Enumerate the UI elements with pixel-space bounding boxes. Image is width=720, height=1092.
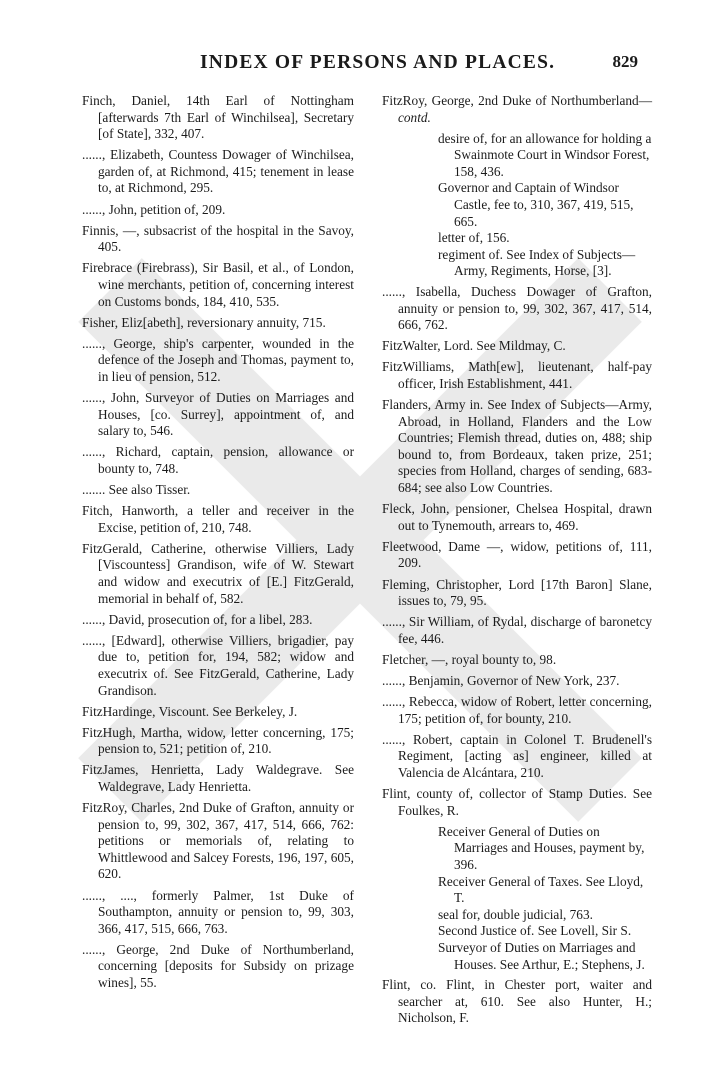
index-subentry: Receiver General of Duties on Marriages and Houses, payment by, 396. bbox=[438, 823, 645, 872]
right-column bbox=[382, 93, 652, 1031]
index-entry: FitzWilliams, Math[ew], lieutenant, half-pay officer, Irish Establishment, 441. bbox=[382, 359, 652, 391]
index-entry: ......, Elizabeth, Countess Dowager of Winchilsea, garden of, at Richmond, 415; tenement in lease to, at Richmond, 295. bbox=[82, 147, 354, 196]
index-entry: Fleck, John, pensioner, Chelsea Hospital, drawn out to Tynemouth, arrears to, 469. bbox=[382, 501, 652, 533]
index-entry: Finch, Daniel, 14th Earl of Nottingham [afterwards 7th Earl of Winchilsea], Secretary [of State], 332, 407. bbox=[82, 93, 354, 142]
index-entry: Fleming, Christopher, Lord [17th Baron] Slane, issues to, 79, 95. bbox=[382, 576, 652, 609]
index-entry: Fleetwood, Dame —, widow, petitions of, 111, 209. bbox=[382, 538, 652, 571]
index-entry: Flanders, Army in. See Index of Subjects—Army, Abroad, in Holland, Flanders and the Low Countries; Flemish thread, duties on, 488; ship bound to, from Bordeaux, taken prize, 251; species from Holland, charges of sending, 683-684; see also Low Countries. bbox=[382, 397, 652, 496]
index-entry: ......, John, Surveyor of Duties on Marriages and Houses, [co. Surrey], appointment of, and salary to, 546. bbox=[82, 390, 354, 439]
left-column bbox=[82, 93, 354, 996]
index-group-fitzroy-george bbox=[382, 93, 652, 280]
index-subentry: Surveyor of Duties on Marriages and Houses. See Arthur, E.; Stephens, J. bbox=[438, 939, 645, 972]
index-entry: Fisher, Eliz[abeth], reversionary annuity, 715. bbox=[82, 314, 326, 330]
page-number: 829 bbox=[612, 52, 638, 71]
index-entry: ......, Isabella, Duchess Dowager of Grafton, annuity or pension to, 99, 302, 367, 417, 514, 666, 762. bbox=[382, 284, 652, 333]
index-subentry: Governor and Captain of Windsor Castle, fee to, 310, 367, 419, 515, 665. bbox=[438, 180, 634, 229]
index-entry: ......, George, 2nd Duke of Northumberland, concerning [deposits for Subsidy on prizage wines], 55. bbox=[82, 941, 354, 990]
index-entry: FitzGerald, Catherine, otherwise Villiers, Lady [Viscountess] Grandison, wife of W. Stewart and widow and executrix of [E.] FitzGerald, memorial in behalf of, 582. bbox=[82, 540, 354, 606]
page-header bbox=[0, 52, 720, 82]
index-subentry: desire of, for an allowance for holding a Swainmote Court in Windsor Forest, 158, 436. bbox=[438, 130, 652, 179]
index-entry: FitzJames, Henrietta, Lady Waldegrave. See Waldegrave, Lady Henrietta. bbox=[82, 762, 354, 794]
index-entry: ......, ...., formerly Palmer, 1st Duke of Southampton, annuity or pension to, 99, 303, 366, 417, 515, 666, 763. bbox=[82, 887, 354, 936]
index-entry: Fitch, Hanworth, a teller and receiver in the Excise, petition of, 210, 748. bbox=[82, 503, 354, 535]
index-entry: Firebrace (Firebrass), Sir Basil, et al., of London, wine merchants, petition of, concerning interest on Customs bonds, 184, 410, 535. bbox=[82, 260, 354, 309]
index-subentry: seal for, double judicial, 763. bbox=[438, 906, 593, 922]
index-entry: ......, Sir William, of Rydal, discharge of baronetcy fee, 446. bbox=[382, 614, 652, 646]
index-entry bbox=[382, 93, 652, 126]
index-entry: ....... See also Tisser. bbox=[82, 481, 191, 497]
index-entry: FitzHugh, Martha, widow, letter concerning, 175; pension to, 521; petition of, 210. bbox=[82, 724, 354, 757]
index-entry: Fletcher, —, royal bounty to, 98. bbox=[382, 651, 557, 667]
index-entry: ......, [Edward], otherwise Villiers, brigadier, pay due to, petition for, 194, 582; widow and executrix of. See FitzGerald, Catherine, Lady Grandison. bbox=[82, 632, 354, 698]
index-entry: FitzHardinge, Viscount. See Berkeley, J. bbox=[82, 703, 298, 719]
entry-heading: FitzRoy, George, 2nd Duke of Northumberland— bbox=[382, 93, 652, 108]
index-entry: ......, Rebecca, widow of Robert, letter concerning, 175; petition of, for bounty, 210. bbox=[382, 694, 652, 726]
index-entry: ......, Robert, captain in Colonel T. Brudenell's Regiment, [acting as] engineer, killed at Valencia de Alcántara, 210. bbox=[382, 731, 652, 780]
index-subentry: Receiver General of Taxes. See Lloyd, T. bbox=[438, 873, 644, 906]
index-entry: Flint, co. Flint, in Chester port, waiter and searcher at, 610. See also Hunter, H.; Nicholson, F. bbox=[382, 977, 652, 1026]
index-subentry: letter of, 156. bbox=[438, 230, 510, 246]
page-title: INDEX OF PERSONS AND PLACES. bbox=[200, 52, 556, 73]
index-group-flint-county bbox=[382, 786, 652, 973]
index-entry: ......, David, prosecution of, for a libel, 283. bbox=[82, 611, 313, 627]
index-entry: Flint, county of, collector of Stamp Duties. See Foulkes, R. bbox=[382, 786, 652, 818]
continued-marker: contd. bbox=[398, 109, 431, 125]
index-entry: FitzWalter, Lord. See Mildmay, C. bbox=[382, 338, 566, 354]
index-entry: Finnis, —, subsacrist of the hospital in the Savoy, 405. bbox=[82, 222, 354, 255]
index-subentry: Second Justice of. See Lovell, Sir S. bbox=[438, 923, 632, 939]
index-subentry: regiment of. See Index of Subjects—Army, Regiments, Horse, [3]. bbox=[438, 246, 636, 279]
index-entry: ......, George, ship's carpenter, wounded in the defence of the Joseph and Thomas, payment to, in lieu of pension, 512. bbox=[82, 335, 354, 384]
index-entry: ......, John, petition of, 209. bbox=[82, 201, 226, 217]
index-entry: ......, Benjamin, Governor of New York, 237. bbox=[382, 673, 620, 688]
index-entry: ......, Richard, captain, pension, allowance or bounty to, 748. bbox=[82, 444, 354, 476]
index-entry: FitzRoy, Charles, 2nd Duke of Grafton, annuity or pension to, 99, 302, 367, 417, 514, 666, 762: petitions or memorials of, relating to Whittlewood and Salcey Forests, 196, 197, 605, 620. bbox=[82, 800, 354, 882]
